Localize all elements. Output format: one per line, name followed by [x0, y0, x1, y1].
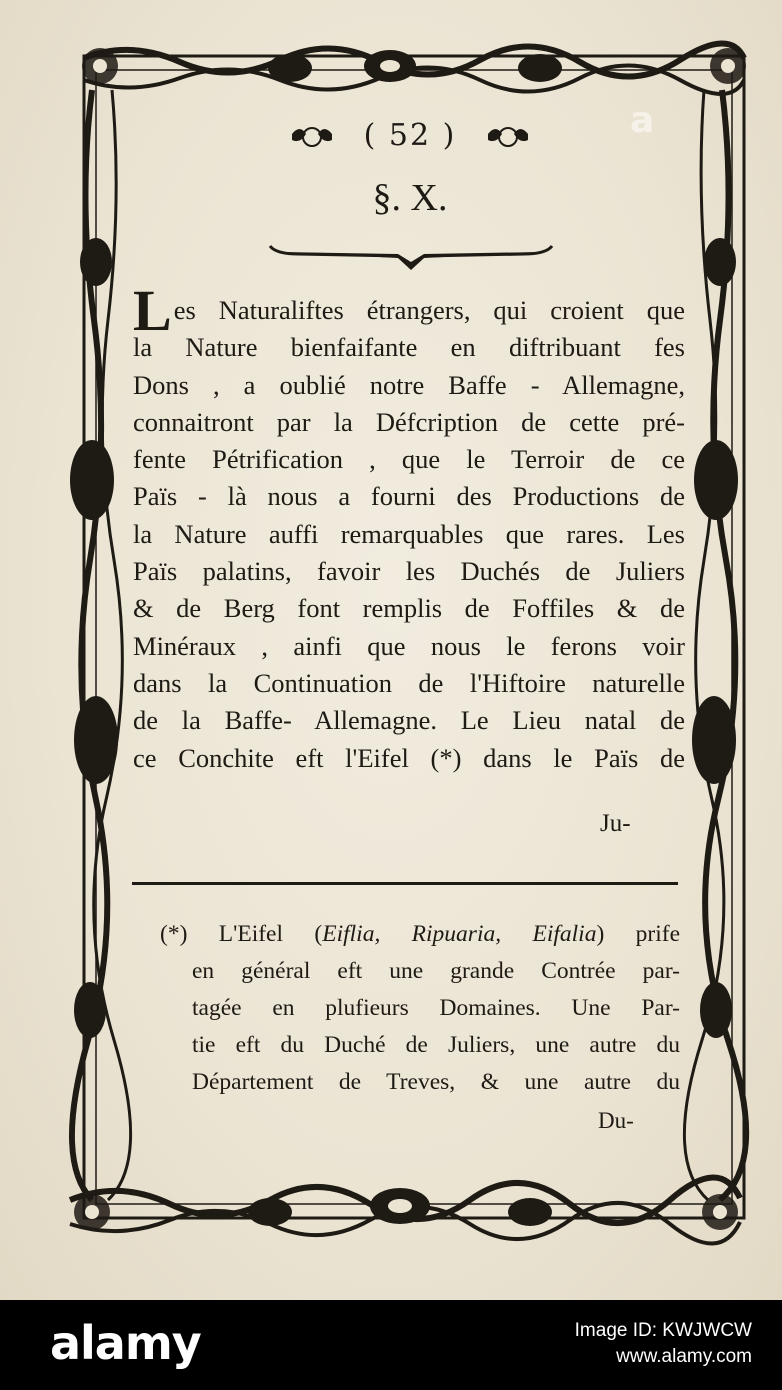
- footnote-block: [160, 916, 680, 1101]
- watermark-logo: alamy: [50, 1316, 201, 1370]
- main-text-block: [133, 278, 685, 777]
- footnote-line: tagée en plufieurs Domaines. Une Par-: [192, 995, 680, 1021]
- body-line: Minéraux , ainfi que nous le ferons voir: [133, 630, 685, 661]
- body-line: fente Pétrification , que le Terroir de ce: [133, 444, 685, 475]
- body-line: connaitront par la Défcription de cette pré-: [133, 406, 685, 437]
- footnote-rule: [132, 880, 678, 888]
- body-line: la Nature auffi remarquables que rares. Les: [133, 518, 685, 549]
- cherub-ornament-icon: [290, 124, 334, 150]
- body-line: ce Conchite eft l'Eifel (*) dans le Païs de: [133, 742, 685, 773]
- body-line: & de Berg font remplis de Foffiles & de: [133, 593, 685, 624]
- cherub-ornament-icon: [486, 124, 530, 150]
- catchword: Ju-: [600, 810, 631, 837]
- watermark-image-id: Image ID: KWJWCW: [574, 1320, 752, 1341]
- section-heading: §. X.: [372, 177, 448, 219]
- drop-cap: L: [133, 278, 172, 344]
- title-ornament-rule: [268, 238, 554, 272]
- page-header: [130, 118, 690, 153]
- footnote-line: Département de Treves, & une autre du: [192, 1069, 680, 1095]
- page-number: ( 52 ): [363, 118, 457, 153]
- body-line: Païs palatins, favoir les Duchés de Juliers: [133, 556, 685, 587]
- body-line: la Nature bienfaifante en diftribuant fes: [133, 332, 685, 363]
- footnote-latin-names: Eiflia, Ripuaria, Eifalia: [322, 921, 597, 947]
- footnote-catchword: Du-: [598, 1108, 634, 1133]
- watermark-site: www.alamy.com: [616, 1346, 752, 1367]
- footnote-line: tie eft du Duché de Juliers, une autre du: [192, 1032, 680, 1058]
- footnote-line: en général eft une grande Contrée par-: [192, 958, 680, 984]
- body-line: de la Baffe- Allemagne. Le Lieu natal de: [133, 705, 685, 736]
- body-line: Les Naturaliftes étrangers, qui croient que: [133, 278, 685, 344]
- body-line: dans la Continuation de l'Hiftoire naturelle: [133, 667, 685, 698]
- footnote-line: (*) L'Eifel (Eiflia, Ripuaria, Eifalia) prife: [160, 921, 681, 947]
- body-line: Dons , a oublié notre Baffe - Allemagne,: [133, 369, 685, 400]
- body-line: Païs - là nous a fourni des Productions de: [133, 481, 685, 512]
- watermark-info: [575, 1318, 752, 1370]
- watermark-faint-text: a: [630, 100, 655, 141]
